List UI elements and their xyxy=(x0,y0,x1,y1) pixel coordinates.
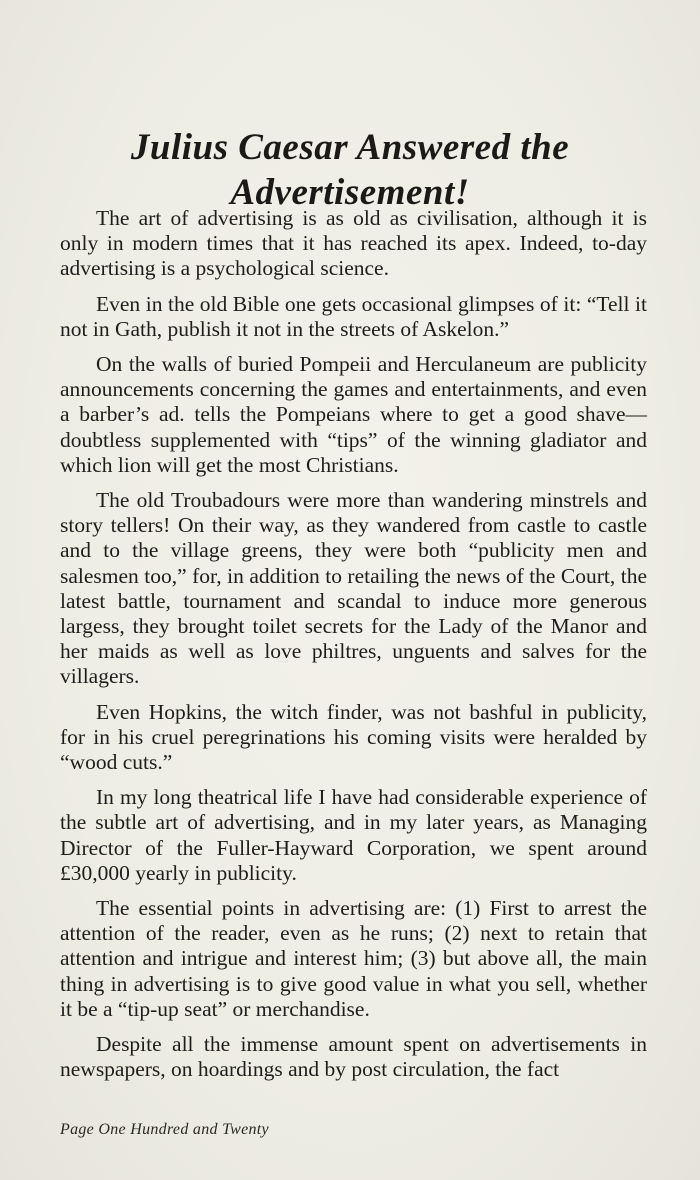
page-footer: Page One Hundred and Twenty xyxy=(60,1121,269,1138)
paragraph-8: Despite all the immense amount spent on advertisements in newspapers, on hoardings and by post circulation, the fact xyxy=(60,1032,647,1082)
paragraph-6: In my long theatrical life I have had considerable experience of the subtle art of advertising, and in my later years, as Managing Director of the Fuller-Hayward Corporation, we spent around £30,000 yearly in publicity. xyxy=(60,785,647,885)
paragraph-1: The art of advertising is as old as civilisation, although it is only in modern times that it has reached its apex. Indeed, to-day advertising is a psychological science. xyxy=(60,206,647,281)
title-line-2: Advertisement! xyxy=(230,171,470,213)
title-line-1: Julius Caesar Answered the xyxy=(130,126,570,168)
paragraph-3: On the walls of buried Pompeii and Herculaneum are publicity announcements concerning the games and entertainments, and even a barber’s ad. tells the Pompeians where to get a good shave—doubtless supplemented with “tips” of the winning gladiator and which lion will get the most Christians. xyxy=(60,352,647,477)
paragraph-7: The essential points in advertising are: (1) First to arrest the attention of the reader, even as he runs; (2) next to retain that attention and intrigue and interest him; (3) but above all, the main thing in advertising is to give good value in what you sell, whether it be a “tip-up seat” or merchandise. xyxy=(60,896,647,1021)
page-title xyxy=(0,125,700,215)
body-text xyxy=(60,206,647,1093)
paragraph-5: Even Hopkins, the witch finder, was not bashful in publicity, for in his cruel peregrinations his coming visits were heralded by “wood cuts.” xyxy=(60,699,647,775)
paragraph-2: Even in the old Bible one gets occasional glimpses of it: “Tell it not in Gath, publish it not in the streets of Askelon.” xyxy=(60,291,647,341)
paragraph-4: The old Troubadours were more than wandering minstrels and story tellers! On their way, as they wandered from castle to castle and to the village greens, they were both “publicity men and salesmen too,” for, in addition to retailing the news of the Court, the latest battle, tournament and scandal to induce more generous largess, they brought toilet secrets for the Lady of the Manor and her maids as well as love philtres, unguents and salves for the villagers. xyxy=(60,488,647,689)
